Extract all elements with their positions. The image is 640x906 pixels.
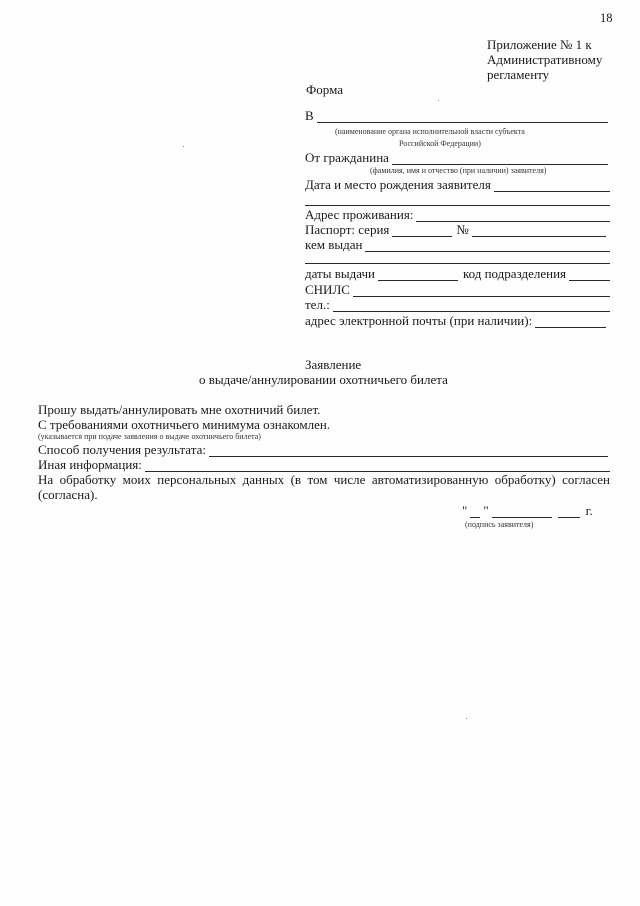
snils-label: СНИЛС [305,282,350,297]
date-close-quote: " [483,503,489,518]
statement-subtitle: о выдаче/аннулировании охотничьего билета [199,372,448,387]
signature-date-field [462,503,597,518]
recipient-field[interactable] [305,108,608,123]
recipient-line[interactable] [317,111,608,123]
email-field[interactable] [305,313,606,328]
address-field[interactable] [305,207,610,222]
applicant-line[interactable] [392,153,608,165]
delivery-label: Способ получения результата: [38,442,206,457]
acknowledged-hint: (указывается при подаче заявления о выдаче охотничьего билета) [38,432,261,441]
appendix-line-2: Административному [487,52,603,67]
division-code-line[interactable] [569,269,610,281]
phone-line[interactable] [333,300,610,312]
form-label: Форма [306,82,343,97]
snils-field[interactable] [305,282,610,297]
issue-date-label: даты выдачи [305,266,375,281]
phone-label: тел.: [305,297,330,312]
address-line[interactable] [416,210,610,222]
appendix-line-3: регламенту [487,67,550,82]
birth-line[interactable] [494,180,610,192]
month-line[interactable] [492,506,552,518]
birth-label: Дата и место рождения заявителя [305,177,491,192]
page-number: 18 [600,11,613,25]
applicant-label: От гражданина [305,150,389,165]
passport-label: Паспорт: серия [305,222,390,237]
delivery-field[interactable] [38,442,608,457]
issued-by-line[interactable] [365,240,610,252]
appendix-line-1: Приложение № 1 к [487,37,592,52]
issued-by-field[interactable] [305,237,610,252]
scan-speck [466,718,467,719]
year-suffix: г. [585,503,593,518]
acknowledged-text: С требованиями охотничьего минимума ознакомлен. [38,417,331,432]
passport-field [305,222,606,237]
delivery-line[interactable] [209,445,608,457]
phone-field[interactable] [305,297,610,312]
day-line[interactable] [470,506,480,518]
recipient-hint-1: (наименование органа исполнительной власти субъекта [335,127,525,136]
other-info-line[interactable] [145,460,610,472]
snils-line[interactable] [353,285,610,297]
applicant-field[interactable] [305,150,608,165]
consent-line-1: На обработку моих персональных данных (в том числе автоматизированную обработку) согласен [38,472,610,487]
scan-speck [183,146,184,147]
recipient-prefix: В [305,108,314,123]
birth-line-2[interactable] [305,205,610,206]
passport-number-sign: № [456,222,469,237]
other-info-label: Иная информация: [38,457,142,472]
other-info-field[interactable] [38,457,610,472]
division-code-label: код подразделения [462,266,567,281]
signature-hint: (подпись заявителя) [465,520,534,529]
issued-by-label: кем выдан [305,237,363,252]
statement-title: Заявление [305,357,362,372]
year-line[interactable] [558,506,580,518]
passport-number-line[interactable] [472,225,606,237]
issued-by-line-2[interactable] [305,263,610,264]
birth-field[interactable] [305,177,610,192]
recipient-hint-2: Российской Федерации) [399,139,481,148]
address-label: Адрес проживания: [305,207,414,222]
issue-date-field [305,266,610,281]
email-line[interactable] [535,316,606,328]
consent-line-2: (согласна). [38,487,98,502]
date-open-quote: " [462,503,468,518]
scan-speck [438,100,439,101]
applicant-hint: (фамилия, имя и отчество (при наличии) заявителя) [370,166,547,175]
passport-series-line[interactable] [392,225,452,237]
email-label: адрес электронной почты (при наличии): [305,313,533,328]
issue-date-line[interactable] [378,269,458,281]
request-text: Прошу выдать/аннулировать мне охотничий билет. [38,402,321,417]
